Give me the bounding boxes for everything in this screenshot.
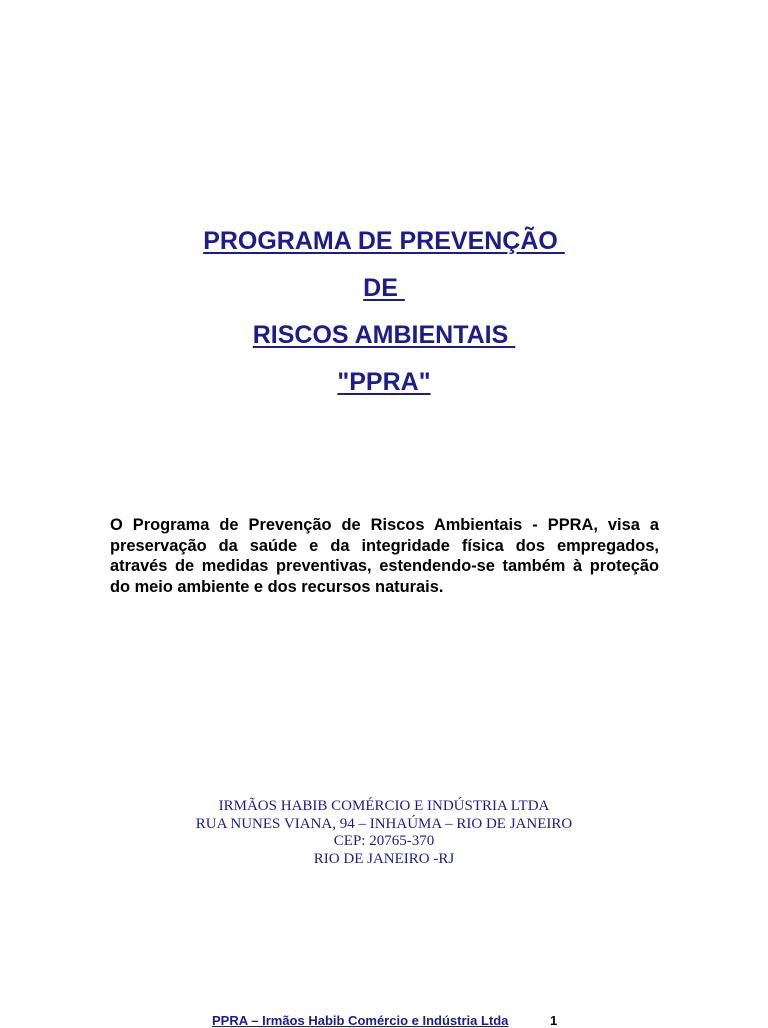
- document-title: [0, 218, 768, 406]
- page-footer: PPRA – Irmãos Habib Comércio e Indústria Ltda: [212, 1013, 509, 1028]
- company-cep: CEP: 20765-370: [333, 833, 435, 849]
- company-address: [0, 798, 768, 868]
- title-line-4: "PPRA": [337, 368, 431, 396]
- page-number: 1: [550, 1013, 558, 1028]
- title-line-1: PROGRAMA DE PREVENÇÃO: [203, 227, 565, 255]
- company-street: RUA NUNES VIANA, 94 – INHAÚMA – RIO DE JANEIRO: [195, 815, 573, 832]
- company-name: IRMÃOS HABIB COMÉRCIO E INDÚSTRIA LTDA: [218, 798, 550, 814]
- title-line-3: RISCOS AMBIENTAIS: [252, 321, 516, 349]
- company-city: RIO DE JANEIRO -RJ: [313, 850, 455, 867]
- title-line-2: DE: [363, 274, 405, 302]
- intro-paragraph: O Programa de Prevenção de Riscos Ambientais - PPRA, visa a preservação da saúde e da integridade física dos empregados, através de medidas preventivas, estendendo-se também à proteção do meio ambiente e dos recursos naturais.: [110, 516, 659, 596]
